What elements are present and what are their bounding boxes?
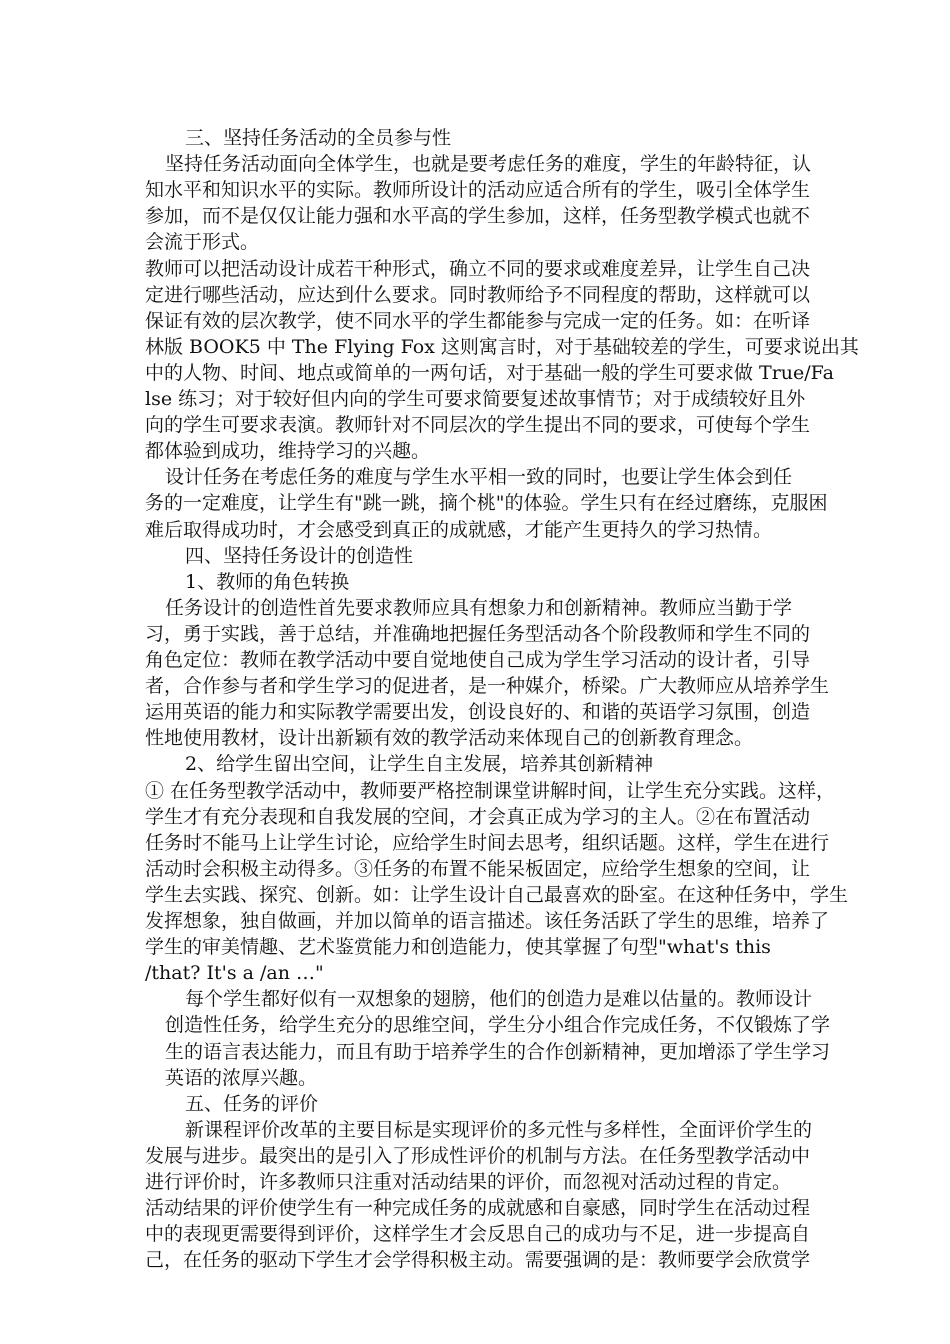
paragraph-line: 学生的审美情趣、艺术鉴赏能力和创造能力，使其掌握了句型"what's this [145, 936, 771, 958]
paragraph-line: 任务设计的创造性首先要求教师应具有想象力和创新精神。教师应当勤于学 [165, 597, 793, 619]
paragraph-line: 难后取得成功时，才会感受到真正的成就感，才能产生更持久的学习热情。 [145, 519, 773, 541]
paragraph-line: 向的学生可要求表演。教师针对不同层次的学生提出不同的要求，可使每个学生 [145, 414, 811, 436]
paragraph-line: 务的一定难度，让学生有"跳一跳，摘个桃"的体验。学生只有在经过磨练，克服困 [145, 492, 828, 514]
paragraph-line: 任务时不能马上让学生讨论，应给学生时间去思考，组织话题。这样，学生在进行 [145, 832, 830, 854]
paragraph-line: 会流于形式。 [145, 231, 260, 253]
paragraph-line: 设计任务在考虑任务的难度与学生水平相一致的同时，也要让学生体会到任 [165, 466, 793, 488]
paragraph-line: 林版 BOOK5 中 The Flying Fox 这则寓言时，对于基础较差的学生，可要求说出其 [145, 336, 859, 358]
paragraph-line: 发展与进步。最突出的是引入了形成性评价的机制与方法。在任务型教学活动中 [145, 1145, 811, 1167]
paragraph-line: 知水平和知识水平的实际。教师所设计的活动应适合所有的学生，吸引全体学生 [145, 179, 811, 201]
paragraph-line: 都体验到成功，维持学习的兴趣。 [145, 440, 431, 462]
paragraph-line: 创造性任务，给学生充分的思维空间，学生分小组合作完成任务，不仅锻炼了学 [165, 1014, 831, 1036]
paragraph-line: 每个学生都好似有一双想象的翅膀，他们的创造力是难以估量的。教师设计 [185, 988, 813, 1010]
paragraph-line: 中的表现更需要得到评价，这样学生才会反思自己的成功与不足，进一步提高自 [145, 1223, 811, 1245]
subsection-heading-1: 1、教师的角色转换 [185, 571, 350, 593]
subsection-heading-2: 2、给学生留出空间，让学生自主发展，培养其创新精神 [185, 753, 654, 775]
paragraph-line: 己，在任务的驱动下学生才会学得积极主动。需要强调的是：教师要学会欣赏学 [145, 1249, 811, 1271]
paragraph-line: 角色定位：教师在教学活动中要自觉地使自己成为学生学习活动的设计者，引导 [145, 649, 811, 671]
section-heading-5: 五、任务的评价 [185, 1093, 319, 1115]
section-heading-4: 四、坚持任务设计的创造性 [185, 545, 414, 567]
paragraph-line: 中的人物、时间、地点或简单的一两句话，对于基础一般的学生可要求做 True/Fa [145, 362, 834, 384]
section-heading-3: 三、坚持任务活动的全员参与性 [185, 127, 452, 149]
paragraph-line: 学生去实践、探究、创新。如：让学生设计自己最喜欢的卧室。在这种任务中，学生 [145, 884, 849, 906]
paragraph-line: 发挥想象，独自做画，并加以简单的语言描述。该任务活跃了学生的思维，培养了 [145, 910, 830, 932]
paragraph-line: 运用英语的能力和实际教学需要出发，创设良好的、和谐的英语学习氛围，创造 [145, 701, 811, 723]
paragraph-line: 习，勇于实践，善于总结，并准确地把握任务型活动各个阶段教师和学生不同的 [145, 623, 811, 645]
paragraph-line: 定进行哪些活动，应达到什么要求。同时教师给予不同程度的帮助，这样就可以 [145, 284, 811, 306]
paragraph-line: 新课程评价改革的主要目标是实现评价的多元性与多样性，全面评价学生的 [185, 1119, 813, 1141]
paragraph-line: 英语的浓厚兴趣。 [165, 1067, 318, 1089]
paragraph-line: 教师可以把活动设计成若干种形式，确立不同的要求或难度差异，让学生自己决 [145, 258, 811, 280]
paragraph-line: 坚持任务活动面向全体学生，也就是要考虑任务的难度，学生的年龄特征，认 [165, 153, 812, 175]
paragraph-line: 学生才有充分表现和自我发展的空间，才会真正成为学习的主人。②在布置活动 [145, 806, 811, 828]
paragraph-line: 进行评价时，许多教师只注重对活动结果的评价，而忽视对活动过程的肯定。 [145, 1171, 792, 1193]
paragraph-line: 活动结果的评价使学生有一种完成任务的成就感和自豪感，同时学生在活动过程 [145, 1197, 811, 1219]
paragraph-line: 参加，而不是仅仅让能力强和水平高的学生参加，这样，任务型教学模式也就不 [145, 205, 811, 227]
paragraph-line: /that? It's a /an …" [145, 962, 324, 984]
paragraph-line: 者，合作参与者和学生学习的促进者，是一种媒介，桥梁。广大教师应从培养学生 [145, 675, 830, 697]
paragraph-line: 性地使用教材，设计出新颖有效的教学活动来体现自己的创新教育理念。 [145, 727, 754, 749]
paragraph-line: 生的语言表达能力，而且有助于培养学生的合作创新精神，更加增添了学生学习 [165, 1041, 831, 1063]
paragraph-line: 活动时会积极主动得多。③任务的布置不能呆板固定，应给学生想象的空间，让 [145, 858, 811, 880]
paragraph-line: lse 练习；对于较好但内向的学生可要求简要复述故事情节；对于成绩较好且外 [145, 388, 806, 410]
paragraph-line: 保证有效的层次教学，使不同水平的学生都能参与完成一定的任务。如：在听译 [145, 310, 811, 332]
paragraph-line: ① 在任务型教学活动中，教师要严格控制课堂讲解时间，让学生充分实践。这样， [145, 780, 836, 802]
